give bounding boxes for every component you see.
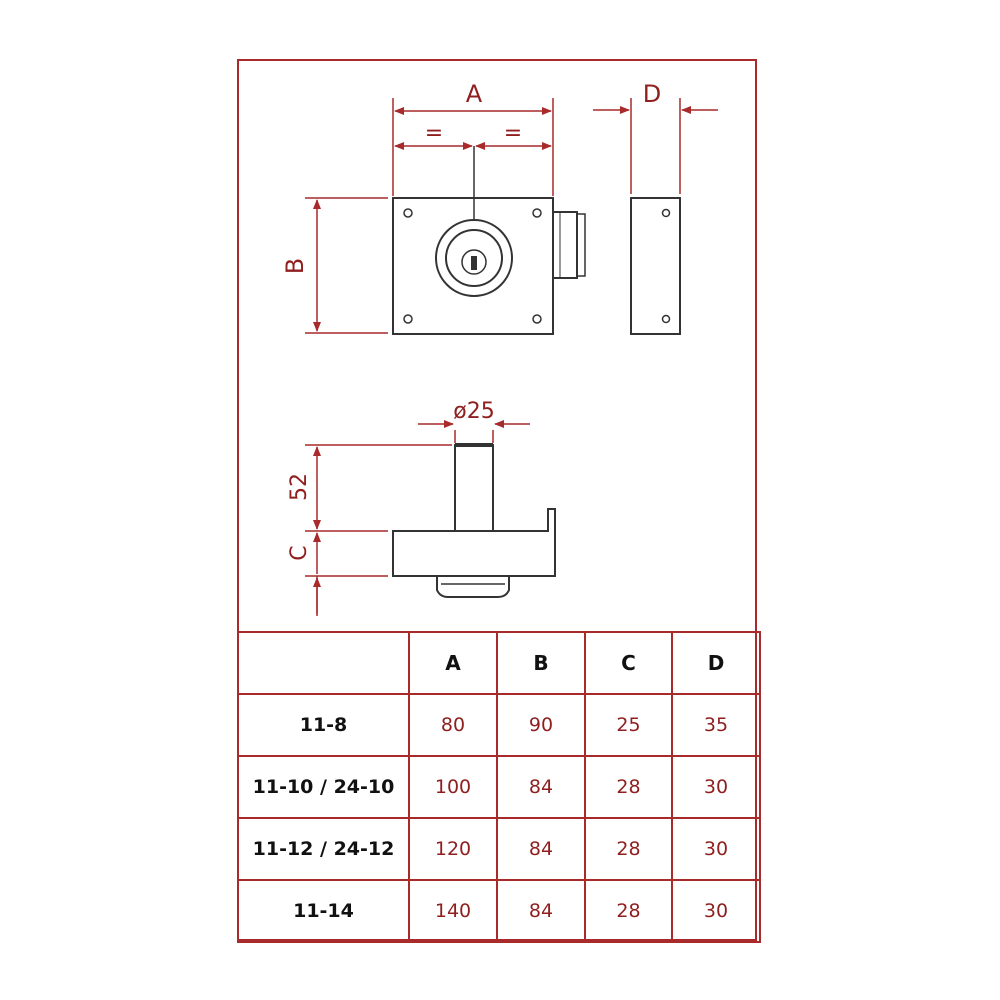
label-c: C [287,545,312,561]
model-cell: 11-12 / 24-12 [238,818,409,880]
table-row [238,694,760,756]
value-d: 35 [672,694,760,756]
header-d: D [672,632,760,694]
equal-mark-right: = [503,121,523,146]
keyway [471,256,477,270]
label-diameter: ø25 [453,399,495,424]
header-b: B [497,632,585,694]
lock-body-side [631,198,680,334]
lock-body-top [393,509,555,576]
header-a: A [409,632,497,694]
value-b: 84 [497,818,585,880]
label-a: A [465,80,483,108]
value-d: 30 [672,756,760,818]
knob [437,576,509,597]
label-d: D [642,80,662,108]
dimension-d [593,80,718,194]
value-d: 30 [672,818,760,880]
value-b: 84 [497,756,585,818]
value-c: 28 [585,818,672,880]
dimension-b [281,198,388,333]
front-view [393,146,585,334]
value-a: 140 [409,880,497,942]
dimension-a [393,80,553,196]
value-d: 30 [672,880,760,942]
side-view [631,198,680,334]
screw-hole [404,315,412,323]
header-c: C [585,632,672,694]
table-row [238,818,760,880]
screw-hole [404,209,412,217]
dimensions-table [237,631,761,943]
table-row [238,756,760,818]
screw-hole [533,315,541,323]
label-52: 52 [287,473,312,501]
value-c: 28 [585,756,672,818]
model-cell: 11-8 [238,694,409,756]
value-c: 28 [585,880,672,942]
header-model [238,632,409,694]
dimension-diameter [418,399,530,443]
screw-hole [533,209,541,217]
table-header-row [238,632,760,694]
equal-mark-left: = [424,121,444,146]
top-view [393,445,555,597]
value-c: 25 [585,694,672,756]
bolt-housing [553,212,577,278]
value-b: 84 [497,880,585,942]
model-cell: 11-10 / 24-10 [238,756,409,818]
table-row [238,880,760,942]
label-b: B [281,257,309,275]
value-b: 90 [497,694,585,756]
value-a: 80 [409,694,497,756]
model-cell: 11-14 [238,880,409,942]
value-a: 100 [409,756,497,818]
value-a: 120 [409,818,497,880]
cylinder-shaft [455,445,493,531]
